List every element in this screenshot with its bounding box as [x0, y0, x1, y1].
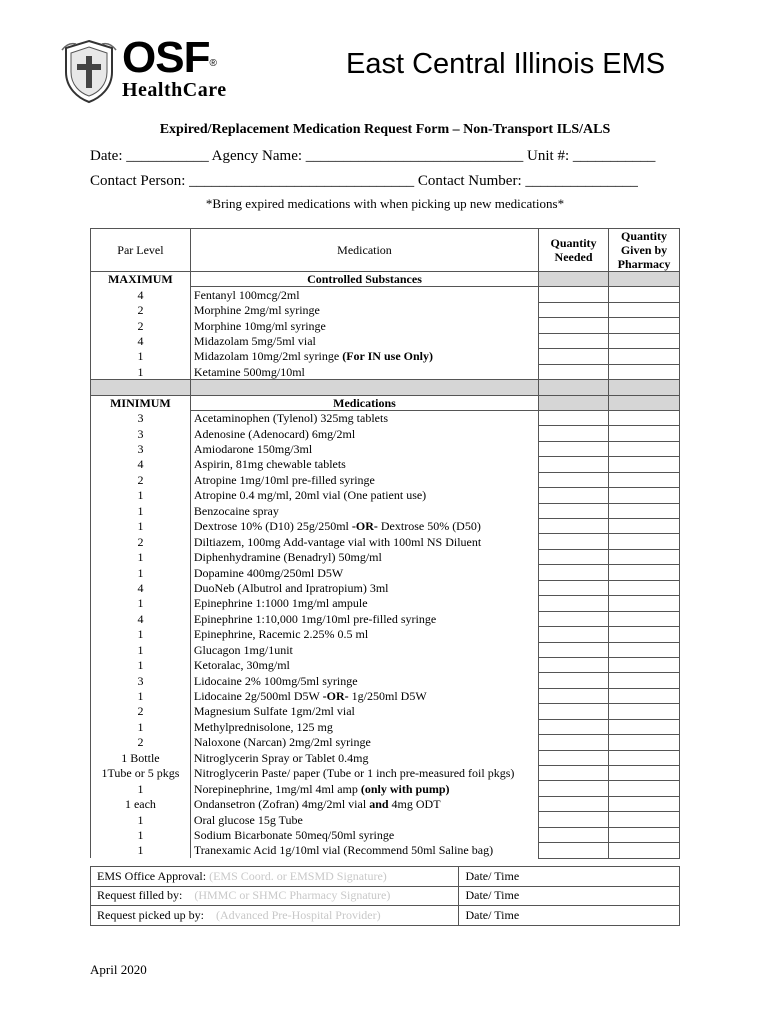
quantity-needed-input[interactable]	[539, 549, 609, 564]
medication-name: Adenosine (Adenocard) 6mg/2ml	[193, 426, 356, 441]
section-label: Controlled Substances	[190, 272, 538, 287]
medication-name: Nitroglycerin Spray or Tablet 0.4mg	[193, 750, 369, 765]
quantity-needed-input[interactable]	[539, 688, 609, 703]
medication-row	[91, 642, 680, 657]
quantity-needed-input[interactable]	[539, 519, 609, 534]
footer-date: April 2020	[90, 962, 147, 977]
medication-row	[91, 472, 680, 487]
quantity-given-input[interactable]	[609, 642, 680, 657]
quantity-needed-input[interactable]	[539, 534, 609, 549]
date-time-field[interactable]	[459, 906, 680, 926]
medication-cell	[190, 333, 538, 348]
quantity-needed-input[interactable]	[539, 565, 609, 580]
par-level-cell: 1 Bottle	[91, 750, 191, 765]
medication-cell	[190, 472, 538, 487]
quantity-needed-input[interactable]	[539, 673, 609, 688]
medication-name: Epinephrine 1:10,000 1mg/10ml pre-filled syringe	[193, 611, 437, 626]
medication-row	[91, 673, 680, 688]
quantity-needed-input[interactable]	[539, 827, 609, 842]
medication-row	[91, 519, 680, 534]
medication-cell	[190, 426, 538, 441]
par-level-cell: 2	[91, 704, 191, 719]
medication-row	[91, 627, 680, 642]
medication-name-rest: 1g/250ml D5W	[348, 689, 427, 704]
par-level-cell: 1	[91, 781, 191, 796]
medication-cell	[190, 627, 538, 642]
quantity-given-input[interactable]	[609, 503, 680, 518]
medication-name-rest: Dextrose 50% (D50)	[377, 519, 481, 534]
medication-name: Diltiazem, 100mg Add-vantage vial with 100ml NS Diluent	[193, 534, 482, 549]
signature-row	[91, 867, 680, 887]
medication-row	[91, 457, 680, 472]
medication-cell	[190, 580, 538, 595]
signature-label: Request picked up by:	[97, 907, 216, 922]
quantity-given-input[interactable]	[609, 627, 680, 642]
quantity-needed-input[interactable]	[539, 657, 609, 672]
par-level-cell: 4	[91, 580, 191, 595]
medication-name: Glucagon 1mg/1unit	[193, 642, 293, 657]
osf-healthcare-logo	[60, 33, 250, 106]
quantity-given-input[interactable]	[609, 596, 680, 611]
quantity-given-input[interactable]	[609, 318, 680, 333]
quantity-given-input[interactable]	[609, 441, 680, 456]
medication-row	[91, 719, 680, 734]
form-title: Expired/Replacement Medication Request Form – Non-Transport ILS/ALS	[159, 122, 611, 137]
medication-name: Ketoralac, 30mg/ml	[193, 658, 290, 673]
quantity-given-input[interactable]	[609, 704, 680, 719]
par-level-cell: 1	[91, 519, 191, 534]
medication-cell	[190, 843, 538, 858]
medication-cell	[190, 766, 538, 781]
medication-cell	[190, 750, 538, 765]
medication-cell	[190, 719, 538, 734]
medication-row	[91, 349, 680, 364]
medication-row	[91, 611, 680, 626]
quantity-needed-input[interactable]	[539, 735, 609, 750]
par-level-cell: 2	[91, 318, 191, 333]
quantity-given-input[interactable]	[609, 565, 680, 580]
quantity-given-input[interactable]	[609, 580, 680, 595]
medication-cell	[190, 441, 538, 456]
medication-emphasis: -OR-	[351, 519, 378, 534]
medication-cell	[190, 735, 538, 750]
date-time-field[interactable]	[459, 867, 680, 887]
quantity-given-input[interactable]	[609, 611, 680, 626]
quantity-given-input[interactable]	[609, 457, 680, 472]
quantity-given-input[interactable]	[609, 410, 680, 425]
medication-cell	[190, 596, 538, 611]
par-level-cell: 4	[91, 611, 191, 626]
signature-field[interactable]	[91, 867, 459, 887]
medication-emphasis: -OR-	[322, 689, 349, 704]
quantity-needed-input[interactable]	[539, 457, 609, 472]
medication-name: Aspirin, 81mg chewable tablets	[193, 457, 346, 472]
quantity-needed-input[interactable]	[539, 750, 609, 765]
medication-row	[91, 657, 680, 672]
section-header-row	[91, 395, 680, 410]
medication-row	[91, 750, 680, 765]
par-level-cell: 1 each	[91, 796, 191, 811]
quantity-given-input[interactable]	[609, 534, 680, 549]
quantity-needed-input[interactable]	[539, 287, 609, 302]
par-level-cell: 2	[91, 472, 191, 487]
quantity-given-input[interactable]	[609, 349, 680, 364]
par-level-cell: 1	[91, 503, 191, 518]
quantity-given-input[interactable]	[609, 735, 680, 750]
medication-name: Morphine 2mg/ml syringe	[193, 303, 320, 318]
quantity-given-input[interactable]	[609, 426, 680, 441]
quantity-needed-input[interactable]	[539, 333, 609, 348]
section-par-label: MINIMUM	[91, 395, 191, 410]
medication-name: Nitroglycerin Paste/ paper (Tube or 1 inch pre-measured foil pkgs)	[193, 766, 515, 781]
quantity-needed-input[interactable]	[539, 766, 609, 781]
medication-cell	[190, 673, 538, 688]
medication-name: Ketamine 500mg/10ml	[193, 364, 305, 379]
quantity-given-cell	[609, 395, 680, 410]
par-level-cell: 1	[91, 549, 191, 564]
medication-name: Atropine 1mg/10ml pre-filled syringe	[193, 472, 375, 487]
medication-cell	[190, 410, 538, 425]
par-level-cell: 1	[91, 642, 191, 657]
medication-row	[91, 766, 680, 781]
medication-cell	[190, 688, 538, 703]
signature-label: EMS Office Approval:	[97, 868, 210, 883]
medication-cell	[190, 302, 538, 317]
osf-shield-icon	[60, 38, 118, 104]
quantity-given-input[interactable]	[609, 827, 680, 842]
signature-placeholder: (Advanced Pre-Hospital Provider)	[215, 907, 381, 922]
medication-name: Ondansetron (Zofran) 4mg/2ml vial	[193, 797, 370, 812]
quantity-given-input[interactable]	[609, 688, 680, 703]
medication-name: Methylprednisolone, 125 mg	[193, 719, 333, 734]
par-level-cell: 1	[91, 488, 191, 503]
par-level-cell: 1	[91, 627, 191, 642]
signature-row	[91, 906, 680, 926]
signature-table	[90, 866, 680, 926]
par-level-cell: 2	[91, 735, 191, 750]
quantity-needed-input[interactable]	[539, 627, 609, 642]
date-time-label: Date/ Time	[465, 868, 520, 883]
medication-row	[91, 426, 680, 441]
date-agency-unit-line[interactable]: Date: ___________ Agency Name: _____________________________ Unit #: ___________	[90, 148, 656, 164]
header-quantity-given: Quantity Given by Pharmacy	[609, 229, 680, 272]
medication-name: Naloxone (Narcan) 2mg/2ml syringe	[193, 735, 371, 750]
medication-name: Magnesium Sulfate 1gm/2ml vial	[193, 704, 355, 719]
quantity-needed-input[interactable]	[539, 410, 609, 425]
medication-name: Amiodarone 150mg/3ml	[193, 442, 313, 457]
medication-name: Oral glucose 15g Tube	[193, 812, 303, 827]
medication-row	[91, 318, 680, 333]
medication-cell	[190, 781, 538, 796]
medication-row	[91, 534, 680, 549]
medication-emphasis: and	[369, 797, 389, 812]
medication-row	[91, 843, 680, 858]
medication-name: Dopamine 400mg/250ml D5W	[193, 565, 344, 580]
medication-row	[91, 410, 680, 425]
quantity-given-input[interactable]	[609, 657, 680, 672]
medication-cell	[190, 704, 538, 719]
separator-cell	[190, 380, 538, 395]
header-medication: Medication	[190, 229, 538, 272]
quantity-needed-input[interactable]	[539, 611, 609, 626]
medication-cell	[190, 364, 538, 379]
signature-row	[91, 886, 680, 906]
quantity-needed-input[interactable]	[539, 812, 609, 827]
quantity-given-input[interactable]	[609, 719, 680, 734]
quantity-given-input[interactable]	[609, 549, 680, 564]
logo-osf-text: OSF®	[122, 33, 216, 82]
par-level-cell: 3	[91, 426, 191, 441]
quantity-given-input[interactable]	[609, 750, 680, 765]
medication-cell	[190, 287, 538, 302]
medication-name: Norepinephrine, 1mg/ml 4ml amp	[193, 781, 361, 796]
medication-cell	[190, 519, 538, 534]
medication-cell	[190, 318, 538, 333]
medication-row	[91, 781, 680, 796]
medication-name: Midazolam 5mg/5ml vial	[193, 333, 316, 348]
medication-cell	[190, 503, 538, 518]
quantity-needed-input[interactable]	[539, 488, 609, 503]
quantity-needed-input[interactable]	[539, 704, 609, 719]
medication-name: Epinephrine, Racemic 2.25% 0.5 ml	[193, 627, 369, 642]
medication-cell	[190, 457, 538, 472]
medication-name: Lidocaine 2% 100mg/5ml syringe	[193, 673, 358, 688]
medication-row	[91, 302, 680, 317]
par-level-cell: 1	[91, 843, 191, 858]
quantity-given-input[interactable]	[609, 472, 680, 487]
quantity-needed-input[interactable]	[539, 349, 609, 364]
logo-healthcare-text: HealthCare	[122, 79, 227, 101]
par-level-cell: 4	[91, 287, 191, 302]
medication-name: Midazolam 10mg/2ml syringe	[193, 349, 343, 364]
par-level-cell: 1	[91, 596, 191, 611]
medication-row	[91, 735, 680, 750]
quantity-given-input[interactable]	[609, 766, 680, 781]
quantity-needed-cell	[539, 272, 609, 287]
medication-name: Tranexamic Acid 1g/10ml vial (Recommend 50ml Saline bag)	[193, 843, 494, 858]
signature-field[interactable]	[91, 886, 459, 906]
par-level-cell: 3	[91, 441, 191, 456]
medication-cell	[190, 611, 538, 626]
quantity-given-input[interactable]	[609, 781, 680, 796]
header-par-level: Par Level	[91, 229, 191, 272]
medication-cell	[190, 549, 538, 564]
quantity-needed-input[interactable]	[539, 719, 609, 734]
date-time-label: Date/ Time	[465, 907, 520, 922]
medication-table	[90, 228, 680, 859]
quantity-needed-input[interactable]	[539, 596, 609, 611]
quantity-needed-input[interactable]	[539, 503, 609, 518]
date-time-field[interactable]	[459, 886, 680, 906]
separator-cell	[91, 380, 191, 395]
medication-name: Acetaminophen (Tylenol) 325mg tablets	[193, 411, 388, 426]
date-time-label: Date/ Time	[465, 888, 520, 903]
medication-cell	[190, 812, 538, 827]
quantity-needed-input[interactable]	[539, 441, 609, 456]
quantity-given-input[interactable]	[609, 364, 680, 379]
separator-cell	[609, 380, 680, 395]
medication-name: Fentanyl 100mcg/2ml	[193, 287, 300, 302]
medication-cell	[190, 827, 538, 842]
medication-name: Epinephrine 1:1000 1mg/ml ampule	[193, 596, 368, 611]
section-par-label: MAXIMUM	[91, 272, 191, 287]
signature-field[interactable]	[91, 906, 459, 926]
par-level-cell: 3	[91, 410, 191, 425]
medication-row	[91, 688, 680, 703]
par-level-cell: 1	[91, 812, 191, 827]
medication-row	[91, 503, 680, 518]
quantity-needed-input[interactable]	[539, 796, 609, 811]
par-level-cell: 1	[91, 688, 191, 703]
par-level-cell: 1	[91, 827, 191, 842]
section-label: Medications	[190, 395, 538, 410]
header-quantity-needed: Quantity Needed	[539, 229, 609, 272]
medication-name: DuoNeb (Albutrol and Ipratropium) 3ml	[193, 580, 389, 595]
medication-emphasis: (For IN use Only)	[342, 349, 433, 364]
medication-cell	[190, 534, 538, 549]
par-level-cell: 1	[91, 657, 191, 672]
medication-row	[91, 580, 680, 595]
par-level-cell: 4	[91, 457, 191, 472]
medication-cell	[190, 565, 538, 580]
medication-cell	[190, 796, 538, 811]
quantity-needed-input[interactable]	[539, 843, 609, 858]
medication-row	[91, 549, 680, 564]
par-level-cell: 1	[91, 349, 191, 364]
par-level-cell: 1Tube or 5 pkgs	[91, 766, 191, 781]
medication-cell	[190, 657, 538, 672]
quantity-given-input[interactable]	[609, 519, 680, 534]
par-level-cell: 4	[91, 333, 191, 348]
medication-row	[91, 488, 680, 503]
signature-placeholder: (EMS Coord. or EMSMD Signature)	[209, 868, 387, 883]
instruction-note: *Bring expired medications with when picking up new medications*	[205, 196, 565, 211]
signature-placeholder: (HMMC or SHMC Pharmacy Signature)	[194, 888, 391, 903]
par-level-cell: 1	[91, 364, 191, 379]
quantity-given-cell	[609, 272, 680, 287]
quantity-needed-input[interactable]	[539, 472, 609, 487]
quantity-needed-input[interactable]	[539, 580, 609, 595]
medication-row	[91, 796, 680, 811]
section-header-row	[91, 272, 680, 287]
par-level-cell: 2	[91, 302, 191, 317]
quantity-needed-input[interactable]	[539, 364, 609, 379]
quantity-given-input[interactable]	[609, 812, 680, 827]
medication-name: Lidocaine 2g/500ml D5W	[193, 689, 323, 704]
par-level-cell: 2	[91, 534, 191, 549]
quantity-given-input[interactable]	[609, 488, 680, 503]
quantity-needed-input[interactable]	[539, 302, 609, 317]
signature-label: Request filled by:	[97, 888, 195, 903]
medication-name: Atropine 0.4 mg/ml, 20ml vial (One patient use)	[193, 488, 427, 503]
quantity-given-input[interactable]	[609, 673, 680, 688]
medication-name-rest: 4mg ODT	[388, 797, 441, 812]
page-title: East Central Illinois EMS	[346, 48, 666, 80]
par-level-cell: 1	[91, 565, 191, 580]
medication-row	[91, 827, 680, 842]
contact-line[interactable]: Contact Person: ______________________________ Contact Number: _______________	[90, 173, 638, 189]
quantity-needed-input[interactable]	[539, 318, 609, 333]
medication-row	[91, 565, 680, 580]
quantity-needed-input[interactable]	[539, 426, 609, 441]
medication-cell	[190, 488, 538, 503]
medication-name: Diphenhydramine (Benadryl) 50mg/ml	[193, 550, 382, 565]
medication-name: Morphine 10mg/ml syringe	[193, 318, 326, 333]
medication-row	[91, 812, 680, 827]
medication-name: Sodium Bicarbonate 50meq/50ml syringe	[193, 827, 395, 842]
par-level-cell: 1	[91, 719, 191, 734]
quantity-given-input[interactable]	[609, 796, 680, 811]
medication-name: Dextrose 10% (D10) 25g/250ml	[193, 519, 352, 534]
par-level-cell: 3	[91, 673, 191, 688]
medication-row	[91, 333, 680, 348]
medication-row	[91, 596, 680, 611]
medication-row	[91, 704, 680, 719]
quantity-given-input[interactable]	[609, 302, 680, 317]
medication-row	[91, 287, 680, 302]
medication-name: Benzocaine spray	[193, 503, 279, 518]
quantity-given-input[interactable]	[609, 333, 680, 348]
quantity-needed-input[interactable]	[539, 781, 609, 796]
quantity-needed-cell	[539, 395, 609, 410]
quantity-needed-input[interactable]	[539, 642, 609, 657]
quantity-given-input[interactable]	[609, 843, 680, 858]
medication-row	[91, 364, 680, 379]
quantity-given-input[interactable]	[609, 287, 680, 302]
separator-cell	[539, 380, 609, 395]
separator-row	[91, 380, 680, 395]
medication-emphasis: (only with pump)	[360, 781, 450, 796]
medication-cell	[190, 349, 538, 364]
medication-row	[91, 441, 680, 456]
medication-cell	[190, 642, 538, 657]
